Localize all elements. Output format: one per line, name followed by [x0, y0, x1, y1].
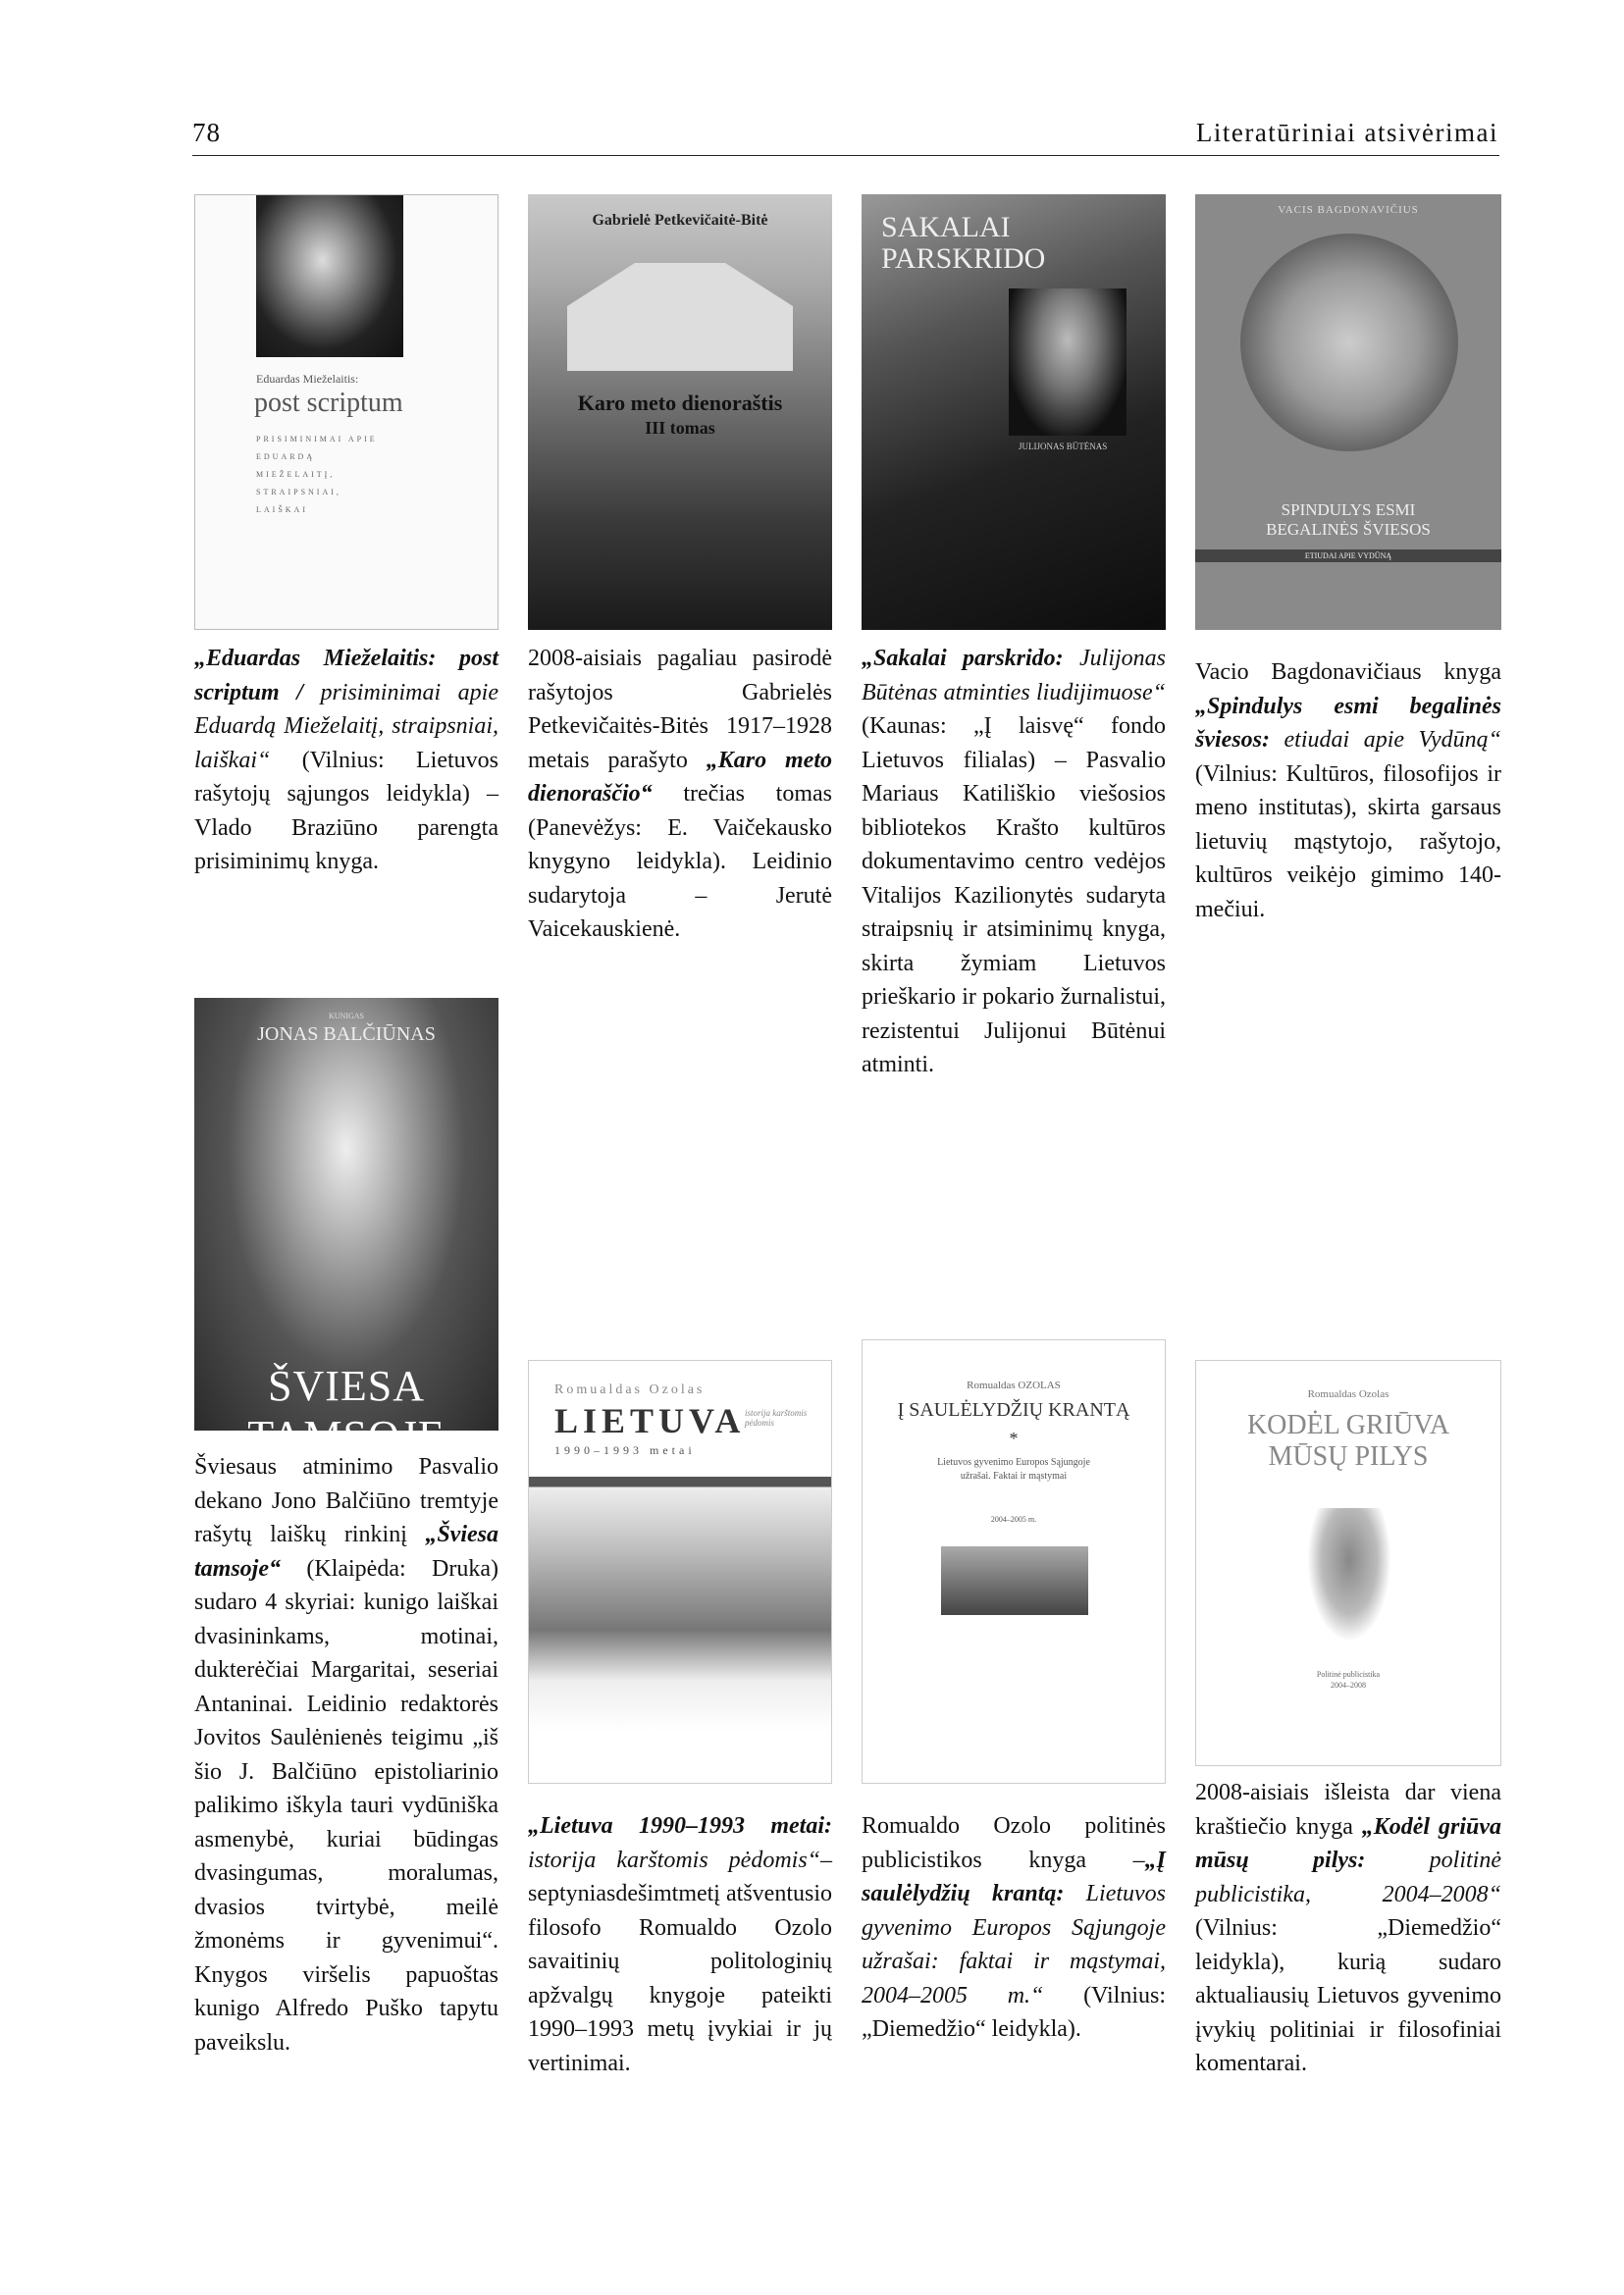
book-cover-sakalai-parskrido: [862, 194, 1166, 630]
medallion-illustration: [1240, 234, 1458, 451]
cover-author: Romualdas Ozolas: [554, 1382, 706, 1397]
house-illustration: [567, 263, 793, 371]
cover-subtitle: Lietuvos gyvenimo Europos Sąjungoje užrašai. Faktai ir mąstymai: [937, 1457, 1090, 1482]
cover-years: 2004–2005 m.: [990, 1515, 1037, 1524]
caption-text-segment: Romualdo Ozolo politinės publicistikos knyga –: [862, 1813, 1166, 1873]
caption-text-segment: trečias tomas (Panevėžys: E. Vaičekausko knygyno leidykla). Leidinio sudarytoja – Jerutė Vaicekauskienė.: [528, 781, 832, 942]
caption-text-segment: politinė publicistika, 2004–2008“: [1195, 1848, 1501, 1907]
book-cover-saulelydziu-krantas: [862, 1339, 1166, 1784]
caption-text-segment: istorija karštomis pėdomis“: [528, 1847, 820, 1873]
caption-text-segment: (Vilnius: Lietuvos rašytojų sąjungos leidykla) – Vlado Braziūno parengta prisiminimų knyga.: [194, 747, 498, 874]
cover-subtitle: Politinė publicistika: [1316, 1670, 1381, 1679]
book-cover-lietuva: [528, 1360, 832, 1784]
cover-title: Į SAULĖLYDŽIŲ KRANTĄ: [897, 1399, 1130, 1421]
book-cover-spindulys: [1195, 194, 1501, 630]
caption-text-segment: Šviesaus atminimo Pasvalio dekano Jono Balčiūno tremtyje rašytų laiškų rinkinį: [194, 1454, 498, 1547]
header-rule: [192, 155, 1499, 156]
cover-name: JULIJONAS BŪTĖNAS: [1019, 442, 1108, 451]
caption-kodel-griuva: [1195, 1776, 1501, 2081]
book-cover-sviesa-tamsoje: [194, 998, 498, 1460]
caption-text-segment: 2008-aisiais pagaliau pasirodė rašytojos Gabrielės Petkevičaitės-Bitės 1917–1928 metais parašyto: [528, 646, 832, 773]
caption-saulelydziu-krantas: [862, 1809, 1166, 2047]
cover-photo: [941, 1546, 1088, 1615]
book-cover-kodel-griuva: [1195, 1360, 1501, 1766]
caption-text-segment: (Vilnius: Kultūros, filosofijos ir meno institutas), skirta garsaus lietuvių mąstytojo, rašytojo, kultūros veikėjo gimimo 140-mečiui.: [1195, 760, 1501, 922]
portrait-photo: [1009, 288, 1126, 436]
caption-text-segment: (Klaipėda: Druka) sudaro 4 skyriai: kunigo laiškai dvasininkams, motinai, dukterėčiai Margaritai, seseriai Antaninai. Leidinio redaktorės Jovitos Saulėnienės teigimu „iš šio J. Balčiūno epistoliarinio palikimo iškyla tauri vydūniška asmenybė, kuriai būdingas dvasingumas, moralumas, dvasios tvirtybė, meilė žmonėms ir gyvenimui“. Knygos viršelis papuoštas kunigo Alfredo Puško tapytu paveikslu.: [194, 1555, 498, 2056]
caption-text-segment: „Į saulėlydžių krantą:: [862, 1847, 1166, 1906]
caption-text-segment: (Vilnius: „Diemedžio“ leidykla).: [862, 1982, 1166, 2042]
cover-subtitle: PRISIMINIMAI APIE EDUARDĄ MIEŽELAITĮ, STRAIPSNIAI, LAIŠKAI: [256, 435, 378, 514]
author-photo: [256, 195, 403, 357]
cover-volume: III tomas: [645, 418, 715, 438]
tree-illustration: [1300, 1508, 1398, 1655]
cover-author: Romualdas OZOLAS: [967, 1380, 1061, 1391]
caption-text-segment: Vacio Bagdonavičiaus knyga: [1195, 659, 1501, 685]
cover-title: post scriptum: [254, 388, 403, 418]
book-cover-karo-meto: [528, 194, 832, 630]
cover-author: VACIS BAGDONAVIČIUS: [1278, 204, 1419, 216]
caption-text-segment: (Vilnius: „Diemedžio“ leidykla), kurią sudaro aktualiausių Lietuvos gyvenimo įvykių politiniai ir filosofiniai komentarai.: [1195, 1915, 1501, 2076]
cover-prefix: KUNIGAS: [329, 1012, 364, 1020]
cover-title: ŠVIESA TAMSOJE: [247, 1362, 445, 1460]
caption-spindulys: [1195, 655, 1501, 926]
caption-text-segment: „Karo meto dienoraščio“: [528, 747, 833, 807]
caption-text-segment: (Kaunas: „Į laisvę“ fondo Lietuvos filialas) – Pasvalio Mariaus Katiliškio viešosios bibliotekos Krašto kultūros dokumentavimo centro vedėjos Vitalijos Kazilionytės sudaryta straipsnių ir atsiminimų knyga, skirta žymiam Lietuvos prieškario ir pokario žurnalistui, rezistentui Julijonui Būtėnui atminti.: [862, 713, 1166, 1077]
caption-text-segment: prisiminimai apie Eduardą Mieželaitį, straipsniai, laiškai“: [194, 679, 498, 773]
cover-title: SAKALAI PARSKRIDO: [881, 211, 1046, 275]
caption-text-segment: – septyniasdešimtmetį atšventusio filosofo Romualdo Ozolo savaitinių politologinių apžvalgų knygoje pateikti 1990–1993 metų įvykiai ir jų vertinimai.: [528, 1847, 832, 2076]
caption-text-segment: „Šviesa tamsoje“: [194, 1522, 498, 1582]
caption-text-segment: „Sakalai parskrido:: [862, 646, 1079, 671]
caption-lietuva: [528, 1809, 832, 2080]
caption-text-segment: 2008-aisiais išleista dar viena kraštiečio knyga: [1195, 1780, 1501, 1840]
caption-text-segment: Julijonas Būtėnas atminties liudijimuose“: [862, 646, 1166, 705]
book-cover-post-scriptum: [194, 194, 498, 630]
cover-title: Karo meto dienoraštis: [577, 391, 783, 415]
cover-star: *: [1009, 1429, 1019, 1448]
cover-author: Romualdas Ozolas: [1307, 1388, 1389, 1400]
cover-photo: [529, 1477, 831, 1732]
caption-post-scriptum: [194, 642, 498, 879]
caption-text-segment: Lietuvos gyvenimo Europos Sąjungoje užrašai: faktai ir mąstymai, 2004–2005 m.“: [862, 1881, 1166, 2008]
cover-author: Gabrielė Petkevičaitė-Bitė: [592, 212, 768, 229]
page-number: 78: [192, 118, 221, 147]
cover-title: SPINDULYS ESMI BEGALINĖS ŠVIESOS: [1266, 500, 1431, 539]
cover-subtitle: ETIUDAI APIE VYDŪNĄ: [1195, 549, 1501, 562]
cover-author: Eduardas Mieželaitis:: [256, 372, 359, 386]
cover-subtitle: istorija karštomis pėdomis: [745, 1408, 808, 1428]
caption-sakalai-parskrido: [862, 642, 1166, 1082]
cover-years: 2004–2008: [1331, 1681, 1366, 1690]
caption-text-segment: „Lietuva 1990–1993 metai:: [528, 1813, 832, 1839]
cover-title: LIETUVA: [554, 1401, 746, 1440]
cover-author: JONAS BALČIŪNAS: [257, 1023, 436, 1045]
running-header-title: Literatūriniai atsivėrimai: [1195, 118, 1498, 147]
cover-title: KODĖL GRIŪVA MŪSŲ PILYS: [1246, 1410, 1450, 1472]
caption-text-segment: „Spindulys esmi begalinės šviesos:: [1195, 693, 1501, 753]
caption-sviesa-tamsoje: [194, 1450, 498, 2060]
caption-text-segment: etiudai apie Vydūną“: [1283, 727, 1502, 753]
caption-karo-meto: [528, 642, 832, 947]
cover-years: 1990–1993 metai: [554, 1443, 696, 1457]
caption-text-segment: „Kodėl griūva mūsų pilys:: [1195, 1813, 1501, 1873]
caption-text-segment: „Eduardas Mieželaitis: post scriptum /: [194, 646, 498, 705]
